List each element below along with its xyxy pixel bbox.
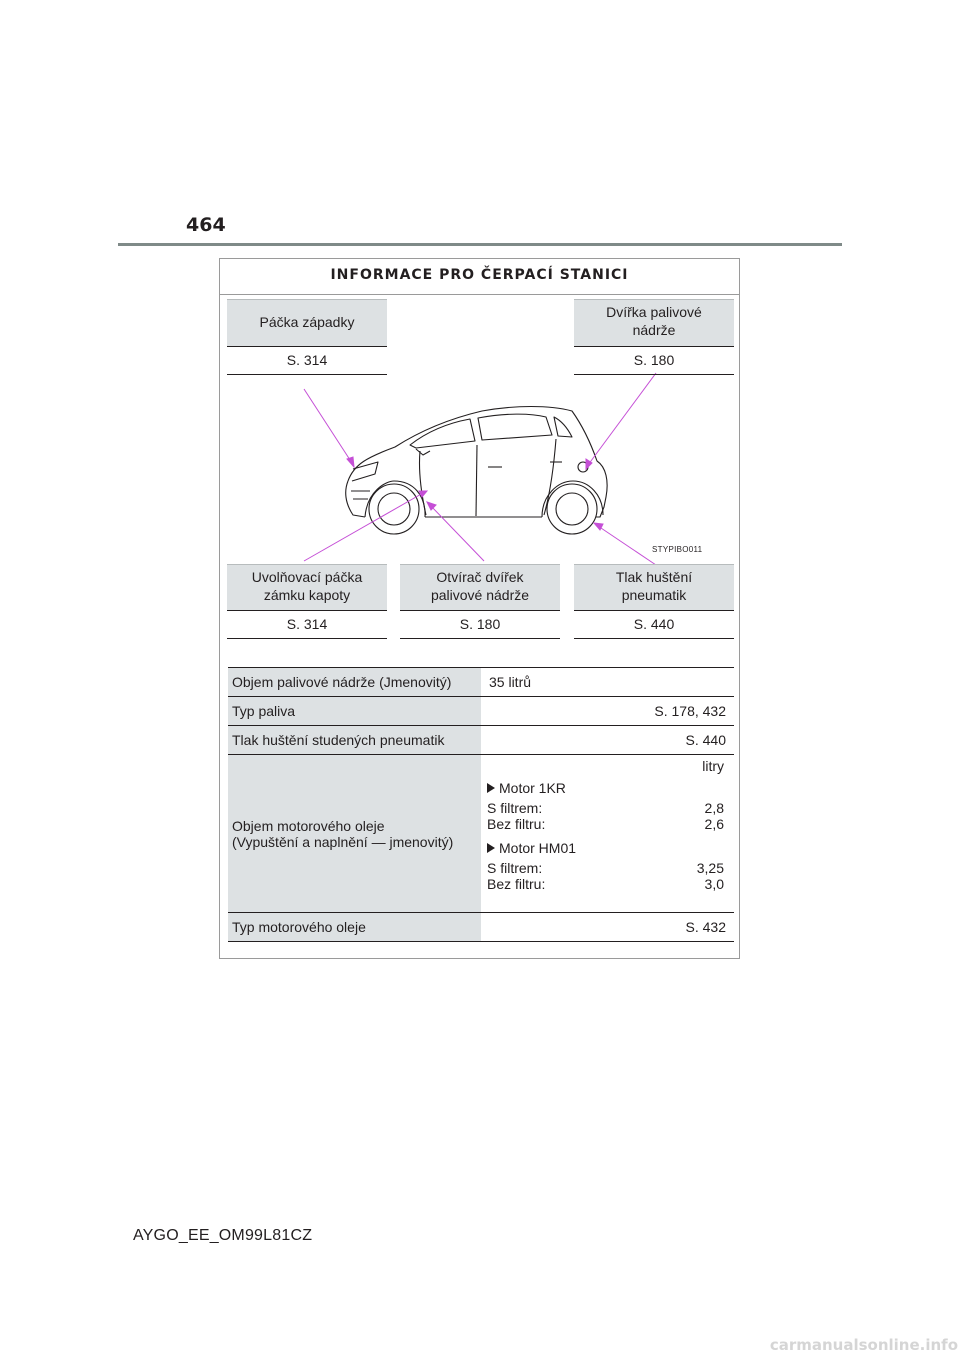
without-filter-value: 3,0 <box>704 876 724 892</box>
oil-type-value: S. 432 <box>685 919 726 935</box>
table-row <box>228 913 734 942</box>
callout-page-fuel-door: S. 180 <box>574 347 734 375</box>
box-title: INFORMACE PRO ČERPACÍ STANICI <box>220 259 739 295</box>
table-row <box>228 755 734 913</box>
without-filter-label: Bez filtru: <box>487 816 546 832</box>
engine-block-hm01 <box>487 840 724 892</box>
callout-label-latch-lever: Páčka západky <box>227 299 387 347</box>
callout-label-fuel-door: Dvířka palivové nádrže <box>574 299 734 347</box>
leader-latch-lever <box>304 389 352 463</box>
illustration-code: STYPIBO011 <box>652 545 703 554</box>
cold-tire-pressure-value: S. 440 <box>685 732 726 748</box>
oil-type-label: Typ motorového oleje <box>228 913 481 941</box>
triangle-bullet-icon <box>487 843 495 853</box>
document-code: AYGO_EE_OM99L81CZ <box>133 1227 313 1244</box>
leader-hood-release <box>304 493 423 561</box>
watermark: carmanualsonline.info <box>769 1336 958 1354</box>
arrowhead-latch-lever <box>347 457 354 467</box>
cold-tire-pressure-label: Tlak huštění studených pneumatik <box>228 726 481 754</box>
leader-fuel-door <box>588 373 656 465</box>
callout-label-fuel-door-opener: Otvírač dvířek palivové nádrže <box>400 564 560 611</box>
callout-label-tire-pressure: Tlak huštění pneumatik <box>574 564 734 611</box>
table-row <box>228 697 734 726</box>
spec-table <box>228 667 734 942</box>
engine-block-1kr <box>487 780 724 832</box>
fuel-capacity-value: 35 litrů <box>489 674 532 690</box>
header-rule <box>118 243 842 246</box>
engine-name: Motor 1KR <box>499 780 566 796</box>
page-number: 464 <box>186 214 226 236</box>
arrowhead-fuel-door-opener <box>427 502 436 510</box>
engine-oil-value <box>481 755 734 912</box>
engine-oil-label-line2: (Vypuštění a naplnění — jmenovitý) <box>232 833 454 850</box>
callout-page-hood-release: S. 314 <box>227 611 387 639</box>
leader-tire-pressure <box>598 526 656 565</box>
without-filter-value: 2,6 <box>704 816 724 832</box>
with-filter-label: S filtrem: <box>487 860 543 876</box>
table-row <box>228 668 734 697</box>
fuel-capacity-label: Objem palivové nádrže (Jmenovitý) <box>228 668 481 696</box>
without-filter-label: Bez filtru: <box>487 876 546 892</box>
callout-page-tire-pressure: S. 440 <box>574 611 734 639</box>
fuel-type-label: Typ paliva <box>228 697 481 725</box>
engine-oil-unit: litry <box>702 758 724 774</box>
callout-page-latch-lever: S. 314 <box>227 347 387 375</box>
with-filter-value: 2,8 <box>704 800 724 816</box>
engine-oil-label-line1: Objem motorového oleje <box>232 817 385 834</box>
callout-page-fuel-door-opener: S. 180 <box>400 611 560 639</box>
with-filter-value: 3,25 <box>696 860 724 876</box>
fuel-station-info-box <box>219 258 740 959</box>
engine-oil-label <box>228 755 481 912</box>
triangle-bullet-icon <box>487 783 495 793</box>
with-filter-label: S filtrem: <box>487 800 543 816</box>
callout-label-hood-release: Uvolňovací páčka zámku kapoty <box>227 564 387 611</box>
fuel-type-value: S. 178, 432 <box>654 703 726 719</box>
table-row <box>228 726 734 755</box>
engine-name: Motor HM01 <box>499 840 577 856</box>
